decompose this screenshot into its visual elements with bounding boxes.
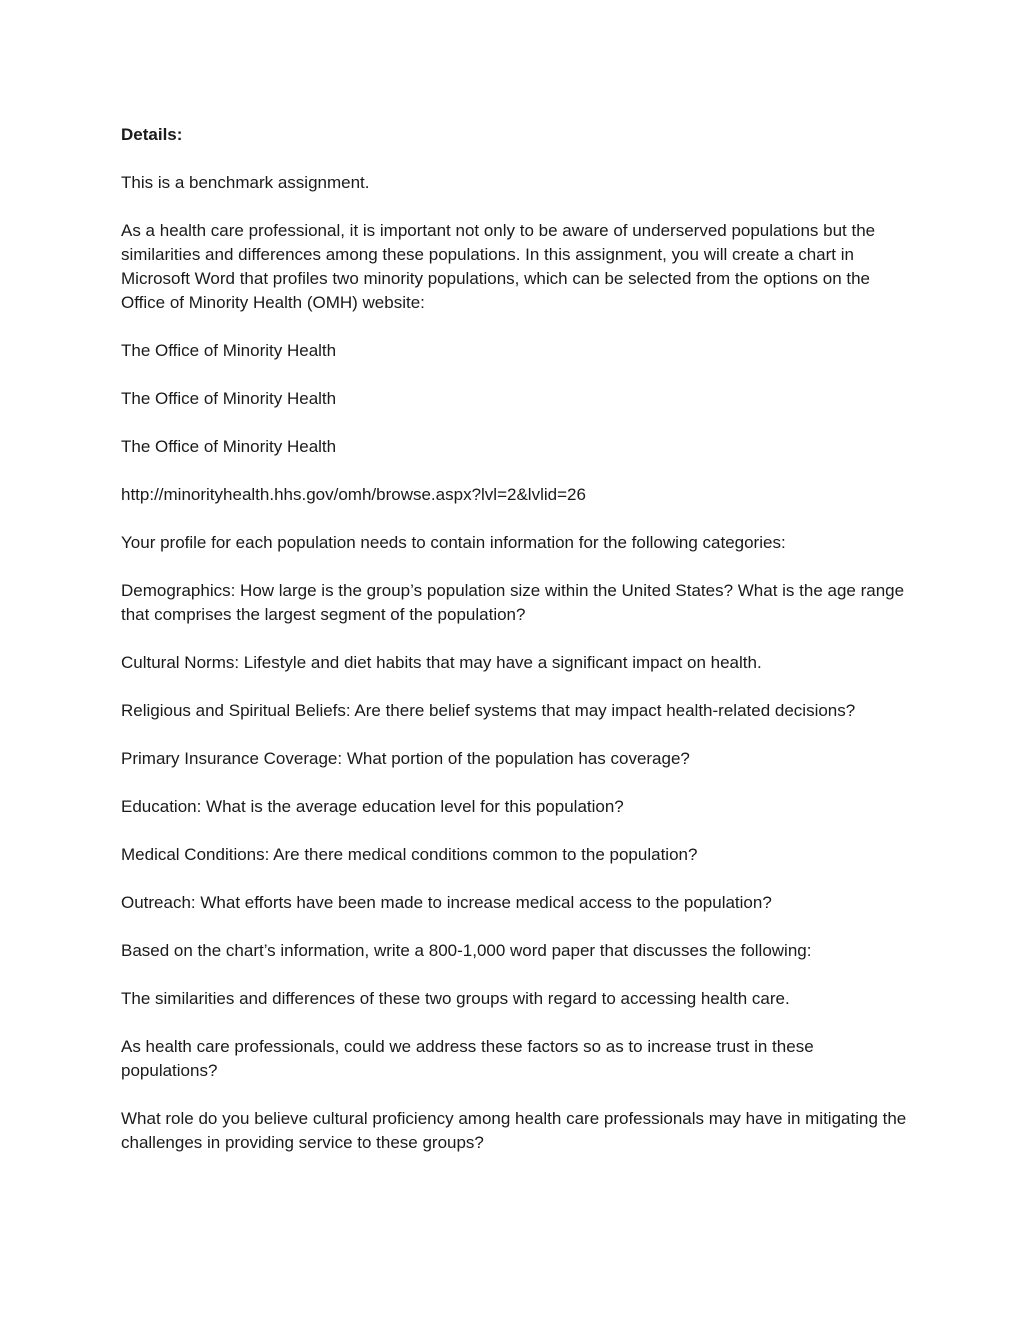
omh-url[interactable]: http://minorityhealth.hhs.gov/omh/browse.aspx?lvl=2&lvlid=26 <box>121 485 586 504</box>
category-insurance-coverage: Primary Insurance Coverage: What portion of the population has coverage? <box>121 749 690 768</box>
category-religious-beliefs: Religious and Spiritual Beliefs: Are there belief systems that may impact health-related decisions? <box>121 701 856 720</box>
omh-link-2[interactable]: The Office of Minority Health <box>121 389 337 408</box>
category-outreach: Outreach: What efforts have been made to increase medical access to the population? <box>121 893 772 912</box>
discussion-similarities: The similarities and differences of these two groups with regard to accessing health care. <box>121 989 790 1008</box>
category-demographics: Demographics: How large is the group’s population size within the United States? What is the age range that comprises the largest segment of the population? <box>121 581 905 624</box>
category-medical-conditions: Medical Conditions: Are there medical conditions common to the population? <box>121 845 698 864</box>
discussion-cultural-proficiency: What role do you believe cultural proficiency among health care professionals may have in mitigating the challenges in providing service to these groups? <box>121 1109 907 1152</box>
omh-link-1[interactable]: The Office of Minority Health <box>121 341 337 360</box>
omh-link-3[interactable]: The Office of Minority Health <box>121 437 337 456</box>
paper-instructions: Based on the chart’s information, write a 800-1,000 word paper that discusses the following: <box>121 941 812 960</box>
discussion-trust: As health care professionals, could we address these factors so as to increase trust in these populations? <box>121 1037 814 1080</box>
document-page <box>121 123 911 1179</box>
category-education: Education: What is the average education level for this population? <box>121 797 624 816</box>
category-cultural-norms: Cultural Norms: Lifestyle and diet habits that may have a significant impact on health. <box>121 653 762 672</box>
details-heading: Details: <box>121 125 183 144</box>
intro-paragraph: This is a benchmark assignment. <box>121 173 370 192</box>
profile-instructions: Your profile for each population needs to contain information for the following categories: <box>121 533 786 552</box>
assignment-description: As a health care professional, it is important not only to be aware of underserved populations but the similarities and differences among these populations. In this assignment, you will create a chart in Microsoft Word that profiles two minority populations, which can be selected from the options on the Office of Minority Health (OMH) website: <box>121 221 876 312</box>
